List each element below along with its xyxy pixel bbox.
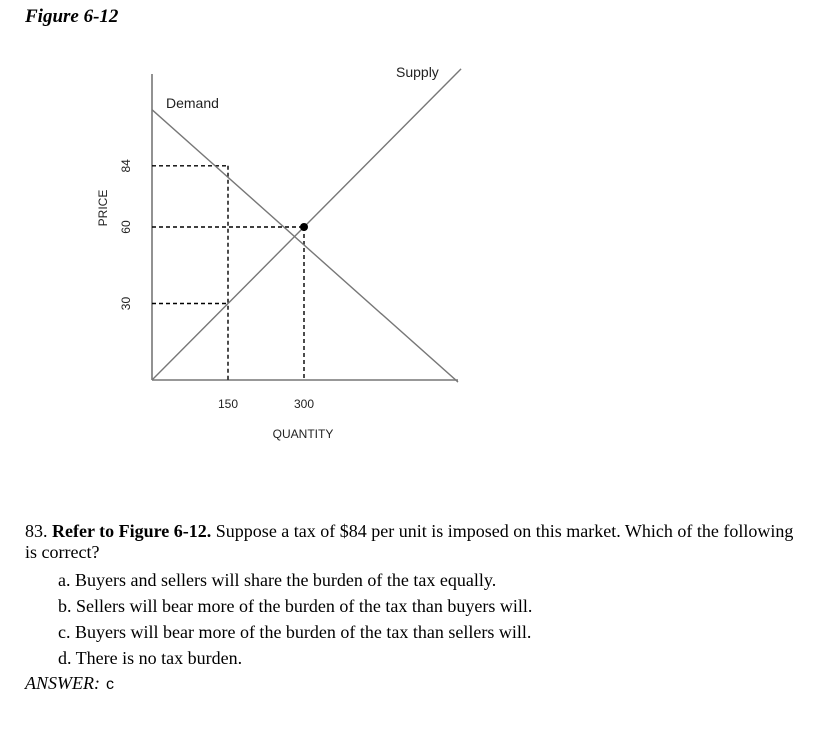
x-tick-150: 150 xyxy=(217,397,239,411)
question-body: Suppose a tax of $84 per unit is imposed on this market. Which of the following is correct? xyxy=(25,521,794,562)
y-axis-label: PRICE xyxy=(96,189,110,227)
y-tick-60: 60 xyxy=(119,220,133,234)
x-tick-300: 300 xyxy=(293,397,315,411)
equilibrium-point xyxy=(300,223,308,231)
choice-b: b. Sellers will bear more of the burden of the tax than buyers will. xyxy=(58,596,533,616)
question-reference: Refer to Figure 6-12. xyxy=(52,521,212,541)
choice-d: d. There is no tax burden. xyxy=(58,648,243,668)
question-text xyxy=(25,521,805,563)
choice-a: a. Buyers and sellers will share the burden of the tax equally. xyxy=(58,570,497,590)
supply-label: Supply xyxy=(396,64,439,80)
y-tick-84: 84 xyxy=(119,159,133,173)
figure-title: Figure 6-12 xyxy=(25,6,119,27)
chart-marks xyxy=(96,64,461,441)
demand-label: Demand xyxy=(166,95,219,111)
x-axis-label: QUANTITY xyxy=(272,427,334,441)
answer-label: ANSWER: xyxy=(25,673,100,693)
answer-value: c xyxy=(105,676,114,693)
answer-choices xyxy=(58,567,805,671)
question-block xyxy=(25,521,805,697)
answer xyxy=(25,671,805,697)
question-number: 83. xyxy=(25,521,48,541)
y-tick-30: 30 xyxy=(119,296,133,311)
demand-curve xyxy=(152,110,458,382)
choice-c: c. Buyers will bear more of the burden of the tax than sellers will. xyxy=(58,622,532,642)
